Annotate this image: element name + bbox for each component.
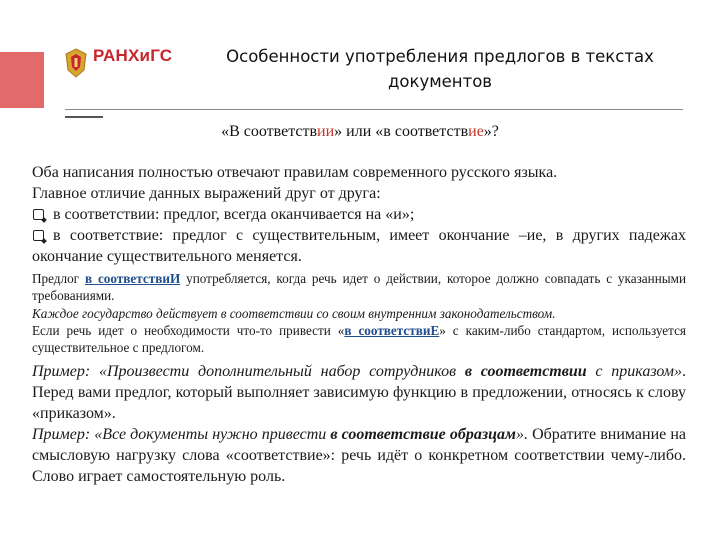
para-text: употребляется, когда речь идет о действии, которое должно совпадать с указанными требованиями.: [32, 271, 687, 304]
para-text: Если речь идет о необходимости что-то привести «: [32, 322, 345, 338]
question-part: «В соответств: [221, 123, 318, 140]
example-sentence: Каждое государство действует в соответствии со своим внутренним законодательством.: [32, 305, 556, 321]
side-accent-bar: [0, 52, 44, 108]
example-tail: с приказом»: [586, 363, 683, 381]
term-link-ii[interactable]: в соответствиИ: [84, 271, 181, 286]
bullet-item: [32, 204, 686, 225]
example-2: [32, 424, 686, 487]
question-line: [0, 123, 720, 141]
paragraph-usage-ie: [32, 322, 686, 357]
checkbox-bullet-icon: [33, 230, 44, 241]
question-ending-ie: ие: [468, 123, 484, 140]
intro-line: Оба написания полностью отвечают правилам современного русского языка.: [32, 164, 558, 181]
question-part: »?: [483, 123, 499, 140]
example-comment: . Перед вами предлог, который выполняет зависимую функцию в предложении, относясь к слову «приказом».: [32, 363, 687, 423]
example-highlight: в соответствии: [464, 363, 587, 381]
term-link-ie[interactable]: в соответствиЕ: [344, 322, 440, 338]
header-divider: [65, 109, 683, 110]
example-1: [32, 361, 686, 424]
bullet-item: [32, 225, 686, 267]
bullet-text: в соответствии: предлог, всегда оканчивается на «и»;: [53, 206, 415, 223]
example-lead: Пример: «Произвести дополнительный набор сотрудников: [32, 363, 465, 381]
slide-title: Особенности употребления предлогов в текстах документов: [226, 47, 654, 91]
paragraph-usage-ii: [32, 270, 686, 305]
example-lead: Пример: «Все документы нужно привести: [32, 426, 331, 444]
logo-text: РАНХиГС: [93, 46, 173, 65]
intro-line: Главное отличие данных выражений друг от друга:: [32, 185, 381, 202]
header-divider-accent: [65, 116, 103, 118]
slide-body: [32, 162, 686, 487]
para-text: Предлог: [32, 271, 85, 286]
emblem-icon: [64, 48, 88, 78]
example-highlight: в соответствие образцам: [330, 426, 516, 444]
bullet-text: в соответствие: предлог с существительным, имеет окончание –ие, в других падежах окончание существительного меняется.: [32, 227, 686, 265]
example-comment: Обратите внимание на смысловую нагрузку слова «соответствие»: речь идёт о конкретном соответствии чему-либо. Слово играет самостоятельную роль.: [32, 426, 687, 486]
ranepa-logo: [64, 46, 184, 80]
question-ending-ii: ии: [317, 123, 335, 140]
checkbox-bullet-icon: [33, 209, 44, 220]
example-tail: ».: [515, 426, 528, 444]
para-text: » с каким-либо стандартом, используется существительное с предлогом.: [32, 322, 686, 356]
question-part: » или «в соответств: [334, 123, 469, 140]
